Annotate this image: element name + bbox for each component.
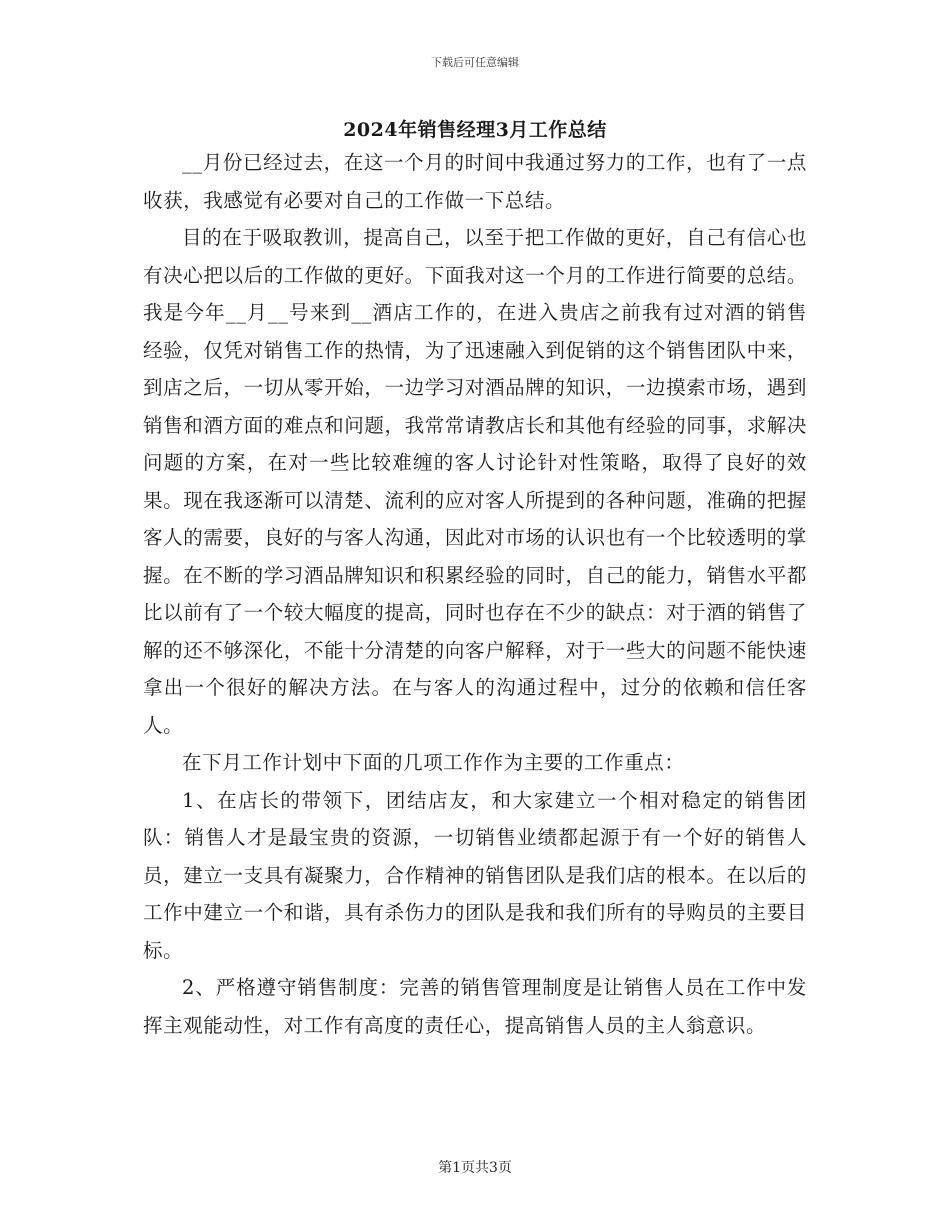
paragraph-plan-intro: 在下月工作计划中下面的几项工作作为主要的工作重点： — [182, 751, 685, 774]
header-note: 下载后可任意编辑 — [431, 56, 519, 69]
document-body — [143, 144, 807, 1044]
paragraph-intro: __月份已经过去，在这一个月的时间中我通过努力的工作，也有了一点收获，我感觉有必要对自己的工作做一下总结。 — [143, 151, 807, 212]
page-indicator: 第1页共3页 — [438, 1160, 512, 1176]
paragraph-plan-item-1: 1、在店长的带领下，团结店友，和大家建立一个相对稳定的销售团队：销售人才是最宝贵的资源，一切销售业绩都起源于有一个好的销售人员，建立一支具有凝聚力，合作精神的销售团队是我们店的根本。在以后的工作中建立一个和谐，具有杀伤力的团队是我和我们所有的导购员的主要目标。 — [143, 788, 807, 962]
paragraph-summary: 目的在于吸取教训，提高自己，以至于把工作做的更好，自己有信心也有决心把以后的工作做的更好。下面我对这一个月的工作进行简要的总结。我是今年__月__号来到__酒店工作的，在进入贵店之前我有过对酒的销售经验，仅凭对销售工作的热情，为了迅速融入到促销的这个销售团队中来，到店之后，一切从零开始，一边学习对酒品牌的知识，一边摸索市场，遇到销售和酒方面的难点和问题，我常常请教店长和其他有经验的同事，求解决问题的方案，在对一些比较难缠的客人讨论针对性策略，取得了良好的效果。现在我逐渐可以清楚、流利的应对客人所提到的各种问题，准确的把握客人的需要，良好的与客人沟通，因此对市场的认识也有一个比较透明的掌握。在不断的学习酒品牌知识和积累经验的同时，自己的能力，销售水平都比以前有了一个较大幅度的提高，同时也存在不少的缺点：对于酒的销售了解的还不够深化，不能十分清楚的向客户解释，对于一些大的问题不能快速拿出一个很好的解决方法。在与客人的沟通过程中，过分的依赖和信任客人。 — [143, 226, 807, 737]
document-title: 2024年销售经理3月工作总结 — [343, 119, 607, 141]
paragraph-plan-item-2: 2、严格遵守销售制度：完善的销售管理制度是让销售人员在工作中发挥主观能动性，对工作有高度的责任心，提高销售人员的主人翁意识。 — [143, 976, 807, 1037]
